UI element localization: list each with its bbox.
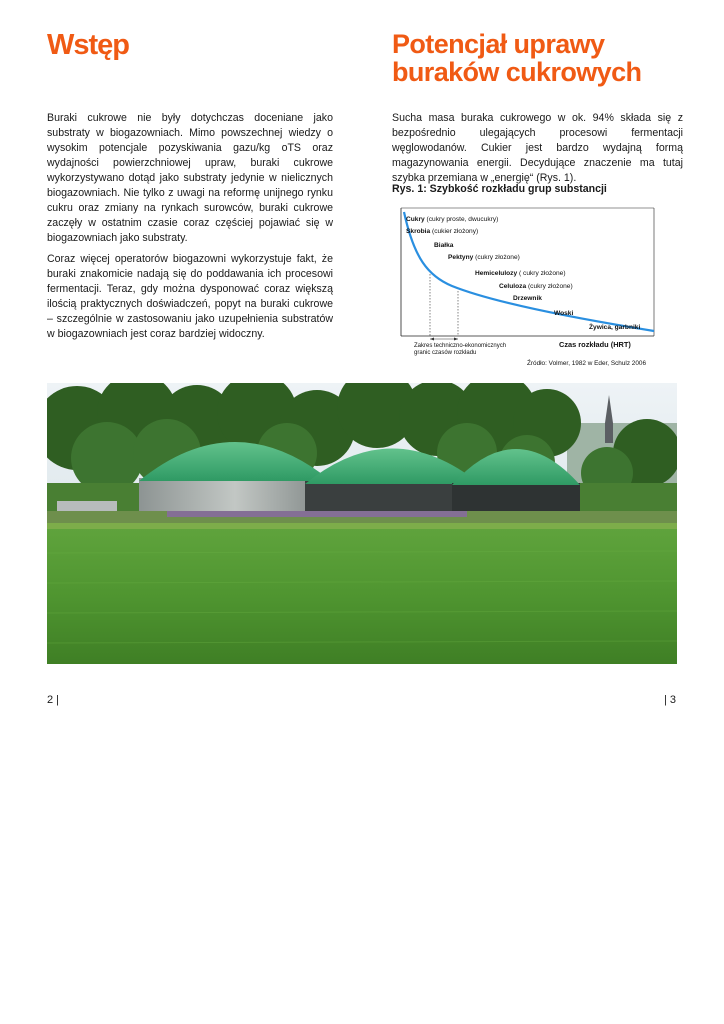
label-zywica: Żywica, garbniki: [589, 324, 641, 331]
label-skrobia: Skrobia (cukier złożony): [406, 228, 479, 235]
range-label-line2: granic czasów rozkładu: [414, 350, 477, 356]
intro-paragraph-2: Coraz więcej operatorów biogazowni wykorzystuje fakt, że buraki znakomicie nadają się do poddawania ich procesowi fermentacji. Teraz, gdy można dysponować coraz większą ilością praktycznych doświadczeń, popyt na buraki cukrowe – szczególnie w zastosowaniu jako uzupełnienia substratów w biogazowniach jest coraz bardziej widoczny.: [47, 253, 333, 340]
x-axis-label: Czas rozkładu (HRT): [559, 340, 631, 349]
title-right-line2: buraków cukrowych: [392, 57, 642, 87]
page-number-right: | 3: [664, 694, 677, 706]
page-title-left: Wstęp: [47, 29, 129, 61]
label-celuloza: Celuloza (cukry złożone): [499, 283, 573, 290]
diagram-svg: [392, 198, 684, 370]
intro-paragraph-1: Buraki cukrowe nie były dotychczas doceniane jako substraty w biogazowniach. Mimo powszechnej wiedzy o wysokim potencjale pozyskiwania gazu/kg oTS oraz wydajności powierzchniowej upraw, buraki cukrowe wykorzystywano dotąd jako substraty jedynie w nielicznych biogazowniach. Nie tylko z uwagi na reformę unijnego rynku cukru oraz zmiany na rynkach surowców, buraki cukrowe zaczęły w ostatnim czasie coraz częściej pojawiać się w biogazowniach jako substraty.: [47, 112, 333, 244]
label-woski: Woski: [554, 310, 574, 317]
range-label-line1: Zakres techniczno-ekonomicznych: [414, 343, 507, 349]
intro-column: [47, 111, 333, 348]
label-drzewnik: Drzewnik: [513, 295, 542, 302]
title-right-line1: Potencjał uprawy: [392, 29, 605, 59]
potential-paragraph: Sucha masa buraka cukrowego w ok. 94% składa się z bezpośrednio ulegających procesowi fermentacji węglowodanów. Cukier jest bardzo wydajną formą magazynowania energii. Decydujące znaczenie ma tutaj szybka przemiana w „energię“ (Rys. 1).: [392, 112, 683, 184]
diagram-source: Źródło: Volmer, 1982 w Eder, Schulz 2006: [527, 360, 647, 367]
potential-column: [392, 111, 683, 186]
biogas-plant-photo: [47, 383, 677, 664]
label-hemicelulozy: Hemicelulozy ( cukry złożone): [475, 270, 566, 277]
biogas-plant-illustration: [47, 383, 677, 664]
page-title-right: [392, 30, 692, 86]
label-pektyny: Pektyny (cukry złożone): [448, 254, 520, 261]
page-number-left: 2 |: [47, 694, 60, 706]
figure-caption: Rys. 1: Szybkość rozkładu grup substancji: [392, 183, 607, 195]
label-bialka: Białka: [434, 242, 454, 249]
decomposition-diagram: [392, 198, 684, 370]
label-cukry: Cukry (cukry proste, dwucukry): [406, 216, 499, 223]
